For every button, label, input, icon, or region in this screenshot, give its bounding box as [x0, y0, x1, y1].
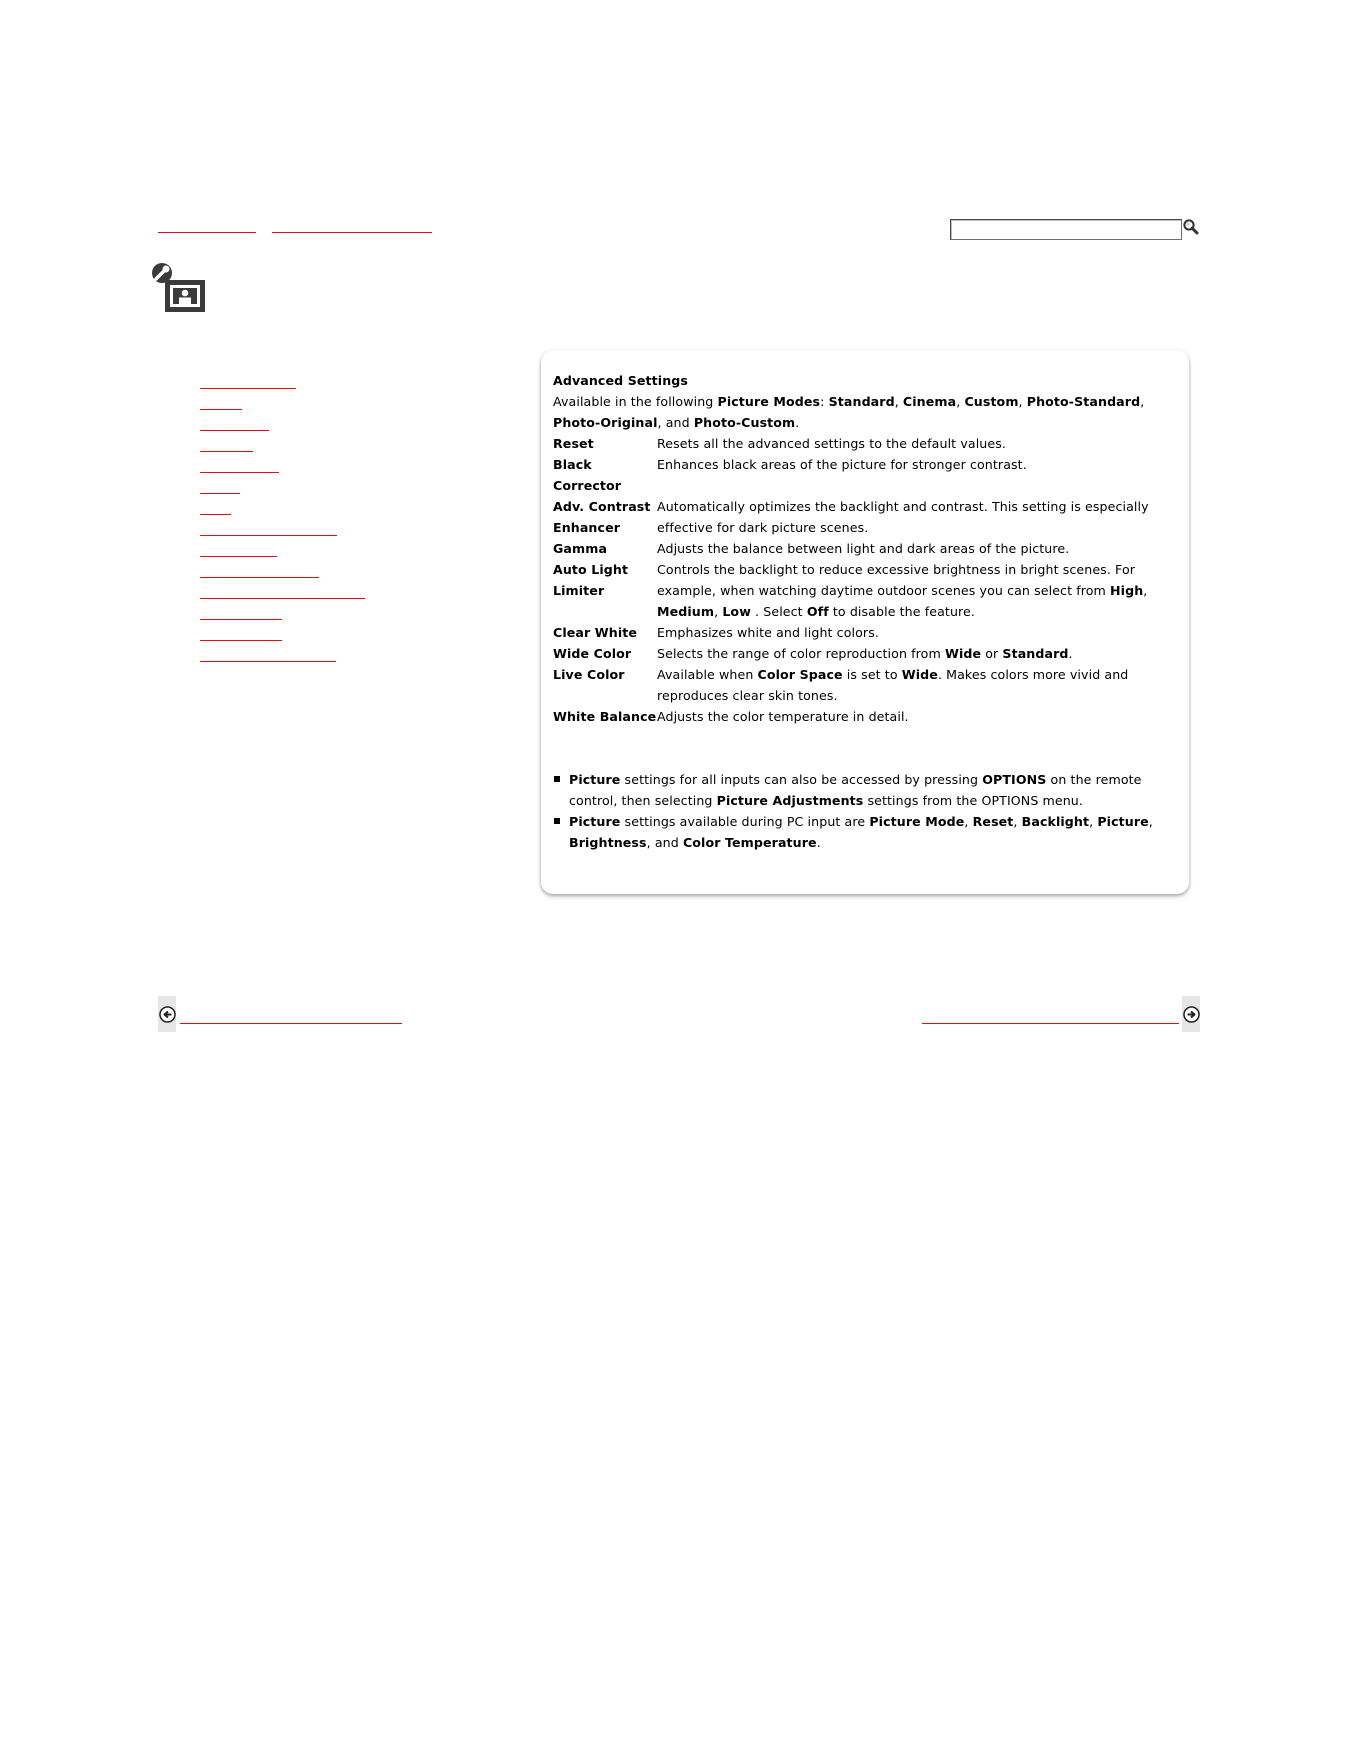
setting-row: [553, 538, 1177, 559]
setting-term: White Balance: [553, 709, 657, 724]
setting-row: [553, 622, 1177, 643]
setting-row: [553, 643, 1177, 664]
setting-term: Black Corrector: [553, 457, 622, 493]
setting-desc: Adjusts the color temperature in detail.: [657, 709, 909, 724]
setting-row: [553, 706, 1177, 727]
setting-term: Clear White: [553, 625, 638, 640]
sidebar-link[interactable]: [200, 577, 319, 578]
breadcrumb-link-2[interactable]: [272, 232, 432, 233]
section-title: Advanced Settings: [553, 373, 688, 388]
setting-term: Reset: [553, 436, 594, 451]
setting-term: Wide Color: [553, 646, 632, 661]
wrench-picture-icon: [151, 262, 211, 314]
breadcrumb-link-1[interactable]: [158, 232, 256, 233]
sidebar-link[interactable]: [200, 556, 277, 557]
content-panel: [541, 350, 1189, 894]
next-page-link[interactable]: [922, 1023, 1179, 1024]
sidebar-link[interactable]: [200, 514, 231, 515]
setting-term: Auto Light Limiter: [553, 562, 629, 598]
sidebar-link[interactable]: [200, 409, 242, 410]
sidebar-link[interactable]: [200, 451, 253, 452]
setting-term: Gamma: [553, 541, 608, 556]
setting-row: [553, 454, 1177, 496]
setting-desc: Controls the backlight to reduce excessive brightness in bright scenes. For example, when watching daytime outdoor scenes you can select from High, Medium, Low . Select Off to disable the feature.: [657, 562, 1148, 619]
setting-term: Live Color: [553, 667, 625, 682]
intro-text: Available in the following Picture Modes: Standard, Cinema, Custom, Photo-Standard, Photo-Original, and Photo-Custom.: [553, 394, 1145, 430]
right-arrow-icon[interactable]: [1183, 1006, 1200, 1023]
search-input[interactable]: [950, 219, 1182, 240]
setting-desc: Enhances black areas of the picture for stronger contrast.: [657, 457, 1027, 472]
sidebar-link[interactable]: [200, 472, 279, 473]
setting-desc: Resets all the advanced settings to the default values.: [657, 436, 1006, 451]
magnifier-icon[interactable]: [1182, 218, 1200, 236]
setting-desc: Adjusts the balance between light and dark areas of the picture.: [657, 541, 1070, 556]
setting-term: Adv. Contrast Enhancer: [553, 499, 651, 535]
setting-row: [553, 664, 1177, 706]
settings-table: [553, 433, 1177, 727]
setting-row: [553, 496, 1177, 538]
setting-row: [553, 559, 1177, 622]
sidebar-link[interactable]: [200, 388, 296, 389]
sidebar-link[interactable]: [200, 661, 336, 662]
sidebar-link[interactable]: [200, 535, 337, 536]
sidebar-link[interactable]: [200, 598, 365, 599]
sidebar-link[interactable]: [200, 619, 282, 620]
left-arrow-icon[interactable]: [159, 1006, 176, 1023]
sidebar-link[interactable]: [200, 430, 269, 431]
prev-page-link[interactable]: [180, 1023, 402, 1024]
setting-desc: Selects the range of color reproduction from Wide or Standard.: [657, 646, 1073, 661]
setting-desc: Emphasizes white and light colors.: [657, 625, 879, 640]
note-item: Picture settings for all inputs can also be accessed by pressing OPTIONS on the remote control, then selecting Picture Adjustments settings from the OPTIONS menu.: [553, 769, 1177, 811]
setting-desc: Available when Color Space is set to Wide. Makes colors more vivid and reproduces clear skin tones.: [657, 667, 1129, 703]
notes-list: [553, 769, 1177, 853]
setting-row: [553, 433, 1177, 454]
sidebar-link[interactable]: [200, 493, 240, 494]
setting-desc: Automatically optimizes the backlight and contrast. This setting is especially effective for dark picture scenes.: [657, 499, 1149, 535]
note-item: Picture settings available during PC input are Picture Mode, Reset, Backlight, Picture, Brightness, and Color Temperature.: [553, 811, 1177, 853]
sidebar-link[interactable]: [200, 640, 282, 641]
